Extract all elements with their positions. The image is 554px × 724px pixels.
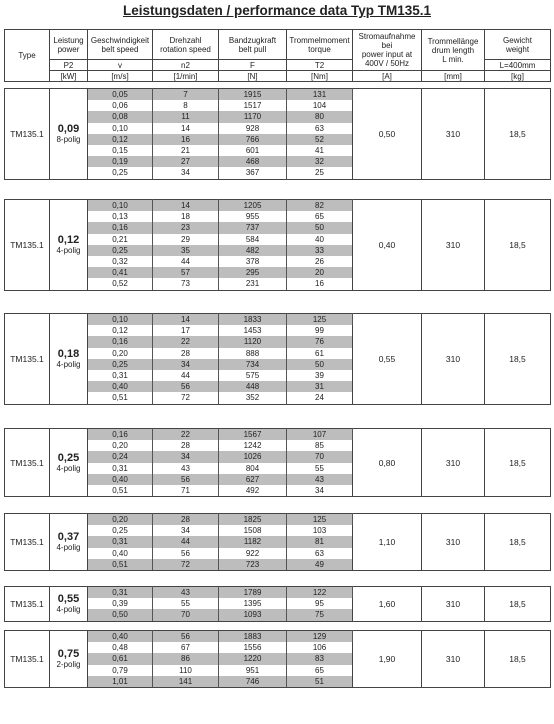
weight-cell: 18,5 — [485, 587, 551, 622]
torque-value: 39 — [287, 370, 353, 381]
pull-value: 804 — [219, 463, 287, 474]
pull-value: 601 — [219, 145, 287, 156]
speed-value: 0,40 — [88, 548, 153, 559]
rotation-value: 57 — [153, 267, 219, 278]
rotation-value: 71 — [153, 485, 219, 497]
pull-value: 1556 — [219, 642, 287, 653]
torque-value: 50 — [287, 222, 353, 233]
pull-value: 1026 — [219, 451, 287, 462]
length-cell: 310 — [422, 314, 485, 405]
torque-value: 99 — [287, 325, 353, 336]
torque-value: 16 — [287, 278, 353, 290]
rotation-value: 44 — [153, 370, 219, 381]
poles-label: 8-polig — [56, 135, 81, 145]
power-cell — [50, 587, 88, 622]
type-cell: TM135.1 — [5, 429, 50, 497]
rotation-value: 14 — [153, 123, 219, 134]
torque-value: 41 — [287, 145, 353, 156]
pull-value: 584 — [219, 234, 287, 245]
header-length: Trommellänge drum length L min. — [422, 30, 485, 71]
rotation-value: 56 — [153, 474, 219, 485]
speed-value: 0,51 — [88, 485, 153, 497]
length-cell: 310 — [422, 89, 485, 180]
speed-value: 0,15 — [88, 145, 153, 156]
weight-cell: 18,5 — [485, 631, 551, 688]
torque-value: 82 — [287, 200, 353, 212]
weight-cell: 18,5 — [485, 514, 551, 571]
current-cell: 0,50 — [353, 89, 422, 180]
speed-value: 0,24 — [88, 451, 153, 462]
rotation-value: 7 — [153, 89, 219, 101]
symbol-speed: v — [88, 60, 153, 71]
rotation-value: 72 — [153, 392, 219, 404]
table-row — [5, 631, 551, 643]
rotation-value: 70 — [153, 609, 219, 621]
torque-value: 80 — [287, 111, 353, 122]
speed-value: 0,12 — [88, 325, 153, 336]
type-cell: TM135.1 — [5, 631, 50, 688]
speed-value: 1,01 — [88, 676, 153, 688]
header-power: Leistung power — [50, 30, 88, 60]
type-cell: TM135.1 — [5, 314, 50, 405]
pull-value: 922 — [219, 548, 287, 559]
torque-value: 70 — [287, 451, 353, 462]
pull-value: 746 — [219, 676, 287, 688]
pull-value: 1220 — [219, 653, 287, 664]
power-cell — [50, 514, 88, 571]
torque-value: 63 — [287, 123, 353, 134]
current-cell: 1,60 — [353, 587, 422, 622]
table-header — [4, 29, 551, 82]
torque-value: 63 — [287, 548, 353, 559]
pull-value: 1915 — [219, 89, 287, 101]
torque-value: 33 — [287, 245, 353, 256]
pull-value: 367 — [219, 167, 287, 179]
power-value: 0,09 — [57, 123, 80, 136]
torque-value: 50 — [287, 359, 353, 370]
speed-value: 0,31 — [88, 370, 153, 381]
pull-value: 378 — [219, 256, 287, 267]
poles-label: 4-polig — [56, 464, 81, 474]
pull-value: 723 — [219, 559, 287, 571]
speed-value: 0,10 — [88, 200, 153, 212]
torque-value: 25 — [287, 167, 353, 179]
speed-value: 0,25 — [88, 525, 153, 536]
unit-rotation: [1/min] — [153, 71, 219, 82]
rotation-value: 56 — [153, 548, 219, 559]
torque-value: 26 — [287, 256, 353, 267]
rotation-value: 8 — [153, 100, 219, 111]
rotation-value: 21 — [153, 145, 219, 156]
unit-length: [mm] — [422, 71, 485, 82]
table-row — [5, 89, 551, 101]
header-rotation: Drehzahl rotation speed — [153, 30, 219, 60]
symbol-pull: F — [219, 60, 287, 71]
speed-value: 0,40 — [88, 474, 153, 485]
torque-value: 125 — [287, 314, 353, 326]
power-value: 0,55 — [57, 593, 80, 606]
torque-value: 104 — [287, 100, 353, 111]
pull-value: 1242 — [219, 440, 287, 451]
torque-value: 131 — [287, 89, 353, 101]
performance-group — [4, 586, 551, 622]
rotation-value: 44 — [153, 536, 219, 547]
torque-value: 76 — [287, 336, 353, 347]
rotation-value: 23 — [153, 222, 219, 233]
pull-value: 352 — [219, 392, 287, 404]
length-cell: 310 — [422, 429, 485, 497]
pull-value: 888 — [219, 348, 287, 359]
pull-value: 951 — [219, 665, 287, 676]
power-cell — [50, 200, 88, 291]
speed-value: 0,40 — [88, 631, 153, 643]
pull-value: 1395 — [219, 598, 287, 609]
torque-value: 49 — [287, 559, 353, 571]
speed-value: 0,16 — [88, 336, 153, 347]
torque-value: 65 — [287, 211, 353, 222]
symbol-rotation: n2 — [153, 60, 219, 71]
pull-value: 955 — [219, 211, 287, 222]
pull-value: 468 — [219, 156, 287, 167]
poles-label: 4-polig — [56, 246, 81, 256]
speed-value: 0,20 — [88, 348, 153, 359]
torque-value: 40 — [287, 234, 353, 245]
torque-value: 125 — [287, 514, 353, 526]
torque-value: 34 — [287, 485, 353, 497]
rotation-value: 141 — [153, 676, 219, 688]
speed-value: 0,31 — [88, 587, 153, 599]
speed-value: 0,61 — [88, 653, 153, 664]
header-torque: Trommelmoment torque — [287, 30, 353, 60]
unit-torque: [Nm] — [287, 71, 353, 82]
speed-value: 0,16 — [88, 222, 153, 233]
weight-cell: 18,5 — [485, 89, 551, 180]
pull-value: 1833 — [219, 314, 287, 326]
table-row — [5, 314, 551, 326]
type-cell: TM135.1 — [5, 587, 50, 622]
weight-cell: 18,5 — [485, 429, 551, 497]
length-cell: 310 — [422, 200, 485, 291]
table-row — [5, 587, 551, 599]
current-cell: 0,40 — [353, 200, 422, 291]
symbol-power: P2 — [50, 60, 88, 71]
pull-value: 1789 — [219, 587, 287, 599]
symbol-weight: L=400mm — [485, 60, 551, 71]
speed-value: 0,10 — [88, 314, 153, 326]
symbol-torque: T2 — [287, 60, 353, 71]
torque-value: 95 — [287, 598, 353, 609]
pull-value: 448 — [219, 381, 287, 392]
torque-value: 122 — [287, 587, 353, 599]
rotation-value: 110 — [153, 665, 219, 676]
header-type: Type — [5, 30, 50, 82]
rotation-value: 11 — [153, 111, 219, 122]
power-cell — [50, 89, 88, 180]
speed-value: 0,48 — [88, 642, 153, 653]
performance-group — [4, 88, 551, 180]
rotation-value: 43 — [153, 587, 219, 599]
rotation-value: 56 — [153, 631, 219, 643]
pull-value: 734 — [219, 359, 287, 370]
speed-value: 0,32 — [88, 256, 153, 267]
torque-value: 106 — [287, 642, 353, 653]
pull-value: 1182 — [219, 536, 287, 547]
pull-value: 1508 — [219, 525, 287, 536]
pull-value: 231 — [219, 278, 287, 290]
type-cell: TM135.1 — [5, 200, 50, 291]
table-row — [5, 514, 551, 526]
rotation-value: 44 — [153, 256, 219, 267]
rotation-value: 22 — [153, 429, 219, 441]
pull-value: 575 — [219, 370, 287, 381]
speed-value: 0,25 — [88, 167, 153, 179]
current-cell: 1,90 — [353, 631, 422, 688]
rotation-value: 18 — [153, 211, 219, 222]
table-row — [5, 200, 551, 212]
speed-value: 0,31 — [88, 463, 153, 474]
pull-value: 1170 — [219, 111, 287, 122]
torque-value: 24 — [287, 392, 353, 404]
torque-value: 52 — [287, 134, 353, 145]
torque-value: 43 — [287, 474, 353, 485]
pull-value: 627 — [219, 474, 287, 485]
power-cell — [50, 429, 88, 497]
pull-value: 1453 — [219, 325, 287, 336]
torque-value: 103 — [287, 525, 353, 536]
type-cell: TM135.1 — [5, 89, 50, 180]
speed-value: 0,50 — [88, 609, 153, 621]
type-cell: TM135.1 — [5, 514, 50, 571]
performance-group — [4, 313, 551, 405]
torque-value: 75 — [287, 609, 353, 621]
rotation-value: 28 — [153, 348, 219, 359]
rotation-value: 55 — [153, 598, 219, 609]
pull-value: 928 — [219, 123, 287, 134]
speed-value: 0,21 — [88, 234, 153, 245]
power-cell — [50, 631, 88, 688]
power-value: 0,75 — [57, 648, 80, 661]
header-speed: Geschwindigkeit belt speed — [88, 30, 153, 60]
rotation-value: 14 — [153, 200, 219, 212]
speed-value: 0,16 — [88, 429, 153, 441]
torque-value: 85 — [287, 440, 353, 451]
unit-power: [kW] — [50, 71, 88, 82]
rotation-value: 35 — [153, 245, 219, 256]
rotation-value: 34 — [153, 167, 219, 179]
torque-value: 32 — [287, 156, 353, 167]
length-cell: 310 — [422, 587, 485, 622]
speed-value: 0,05 — [88, 89, 153, 101]
speed-value: 0,40 — [88, 381, 153, 392]
torque-value: 55 — [287, 463, 353, 474]
current-cell: 1,10 — [353, 514, 422, 571]
length-cell: 310 — [422, 631, 485, 688]
pull-value: 492 — [219, 485, 287, 497]
performance-group — [4, 199, 551, 291]
weight-cell: 18,5 — [485, 314, 551, 405]
rotation-value: 72 — [153, 559, 219, 571]
pull-value: 1093 — [219, 609, 287, 621]
speed-value: 0,13 — [88, 211, 153, 222]
speed-value: 0,12 — [88, 134, 153, 145]
speed-value: 0,51 — [88, 559, 153, 571]
pull-value: 766 — [219, 134, 287, 145]
current-cell: 0,55 — [353, 314, 422, 405]
rotation-value: 28 — [153, 440, 219, 451]
unit-pull: [N] — [219, 71, 287, 82]
torque-value: 20 — [287, 267, 353, 278]
speed-value: 0,51 — [88, 392, 153, 404]
torque-value: 83 — [287, 653, 353, 664]
power-value: 0,12 — [57, 234, 80, 247]
rotation-value: 14 — [153, 314, 219, 326]
rotation-value: 43 — [153, 463, 219, 474]
performance-group — [4, 630, 551, 688]
torque-value: 81 — [287, 536, 353, 547]
poles-label: 4-polig — [56, 360, 81, 370]
power-value: 0,25 — [57, 452, 80, 465]
power-value: 0,37 — [57, 531, 80, 544]
rotation-value: 22 — [153, 336, 219, 347]
poles-label: 2-polig — [56, 660, 81, 670]
torque-value: 65 — [287, 665, 353, 676]
table-row — [5, 429, 551, 441]
power-value: 0,18 — [57, 348, 80, 361]
rotation-value: 34 — [153, 525, 219, 536]
torque-value: 51 — [287, 676, 353, 688]
unit-speed: [m/s] — [88, 71, 153, 82]
rotation-value: 86 — [153, 653, 219, 664]
poles-label: 4-polig — [56, 543, 81, 553]
speed-value: 0,25 — [88, 359, 153, 370]
rotation-value: 29 — [153, 234, 219, 245]
speed-value: 0,41 — [88, 267, 153, 278]
header-weight: Gewicht weight — [485, 30, 551, 60]
performance-group — [4, 513, 551, 571]
torque-value: 31 — [287, 381, 353, 392]
header-pull: Bandzugkraft belt pull — [219, 30, 287, 60]
header-current: Stromaufnahme bei power input at 400V / 50Hz — [353, 30, 422, 71]
speed-value: 0,39 — [88, 598, 153, 609]
speed-value: 0,20 — [88, 514, 153, 526]
pull-value: 1517 — [219, 100, 287, 111]
speed-value: 0,79 — [88, 665, 153, 676]
speed-value: 0,19 — [88, 156, 153, 167]
rotation-value: 67 — [153, 642, 219, 653]
pull-value: 1120 — [219, 336, 287, 347]
rotation-value: 28 — [153, 514, 219, 526]
speed-value: 0,06 — [88, 100, 153, 111]
torque-value: 61 — [287, 348, 353, 359]
speed-value: 0,31 — [88, 536, 153, 547]
speed-value: 0,25 — [88, 245, 153, 256]
unit-weight: [kg] — [485, 71, 551, 82]
rotation-value: 27 — [153, 156, 219, 167]
pull-value: 1883 — [219, 631, 287, 643]
page-title: Leistungsdaten / performance data Typ TM135.1 — [122, 3, 432, 18]
speed-value: 0,10 — [88, 123, 153, 134]
pull-value: 482 — [219, 245, 287, 256]
weight-cell: 18,5 — [485, 200, 551, 291]
pull-value: 737 — [219, 222, 287, 233]
pull-value: 295 — [219, 267, 287, 278]
length-cell: 310 — [422, 514, 485, 571]
pull-value: 1205 — [219, 200, 287, 212]
rotation-value: 34 — [153, 359, 219, 370]
torque-value: 107 — [287, 429, 353, 441]
pull-value: 1567 — [219, 429, 287, 441]
unit-current: [A] — [353, 71, 422, 82]
rotation-value: 17 — [153, 325, 219, 336]
torque-value: 129 — [287, 631, 353, 643]
poles-label: 4-polig — [56, 605, 81, 615]
speed-value: 0,20 — [88, 440, 153, 451]
rotation-value: 56 — [153, 381, 219, 392]
current-cell: 0,80 — [353, 429, 422, 497]
speed-value: 0,08 — [88, 111, 153, 122]
pull-value: 1825 — [219, 514, 287, 526]
rotation-value: 16 — [153, 134, 219, 145]
power-cell — [50, 314, 88, 405]
rotation-value: 73 — [153, 278, 219, 290]
performance-group — [4, 428, 551, 497]
speed-value: 0,52 — [88, 278, 153, 290]
rotation-value: 34 — [153, 451, 219, 462]
